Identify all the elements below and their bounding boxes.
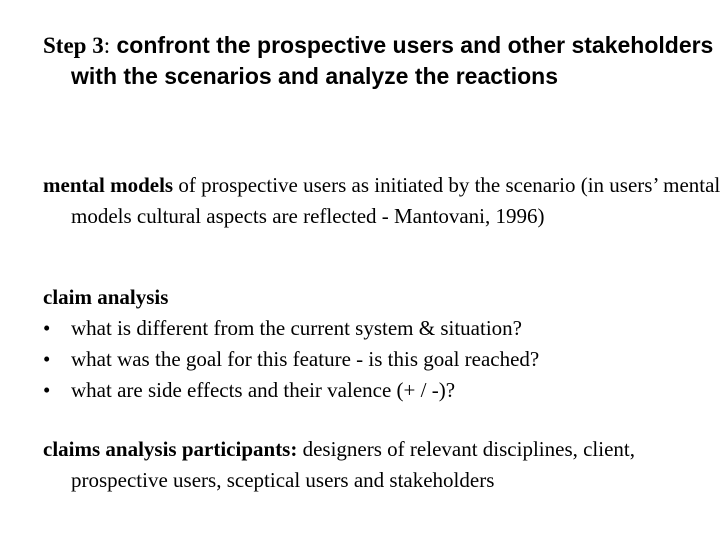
list-item [43, 375, 703, 406]
step-label: Step 3 [43, 33, 104, 58]
list-item-text: what is different from the current system & situation? [71, 316, 522, 340]
claim-analysis-title: claim analysis [43, 285, 169, 309]
bullet-icon: • [43, 347, 51, 371]
participants-paragraph [43, 434, 720, 496]
mental-models-term: mental models [43, 173, 174, 197]
step-colon: : [103, 33, 111, 58]
claim-analysis-section [43, 282, 703, 406]
bullet-icon: • [43, 378, 51, 402]
heading-text: confront the prospective users and other stakeholders with the scenarios and analyze the reactions [71, 32, 714, 89]
list-item-text: what was the goal for this feature - is this goal reached? [71, 347, 540, 371]
slide-heading [43, 30, 720, 91]
participants-term: claims analysis participants: [43, 437, 298, 461]
list-item [43, 313, 703, 344]
bullet-icon: • [43, 316, 51, 340]
participants-text: designers of relevant disciplines, client, prospective users, sceptical users and stakeholders [71, 437, 636, 492]
list-item-text: what are side effects and their valence (+ / -)? [71, 378, 456, 402]
mental-models-text: of prospective users as initiated by the scenario (in users’ mental models cultural aspects are reflected - Mantovani, 1996) [71, 173, 720, 228]
list-item [43, 344, 703, 375]
mental-models-paragraph [43, 170, 720, 232]
